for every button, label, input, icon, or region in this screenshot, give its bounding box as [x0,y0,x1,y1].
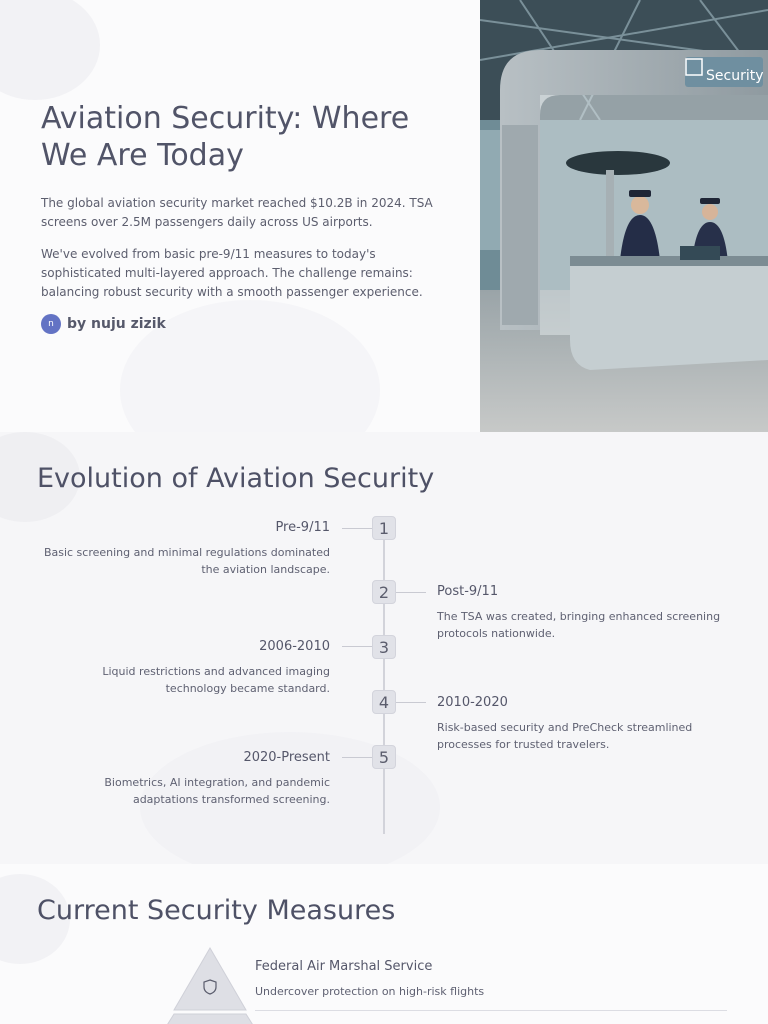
timeline-node: 2 [372,580,396,604]
event-title: Pre-9/11 [275,520,330,535]
security-sign-text: Security [706,68,764,84]
timeline-connector [396,592,426,593]
timeline-connector [396,702,426,703]
event-description: Basic screening and minimal regulations dominated the aviation landscape. [43,546,330,576]
author-byline [41,314,166,334]
timeline-event [437,694,727,753]
background-blob [0,0,100,100]
pyramid-diagram [160,944,270,1024]
timeline-node: 4 [372,690,396,714]
timeline-event [40,749,330,808]
event-title: 2020-Present [243,750,330,765]
event-description: Risk-based security and PreCheck streamlined processes for trusted travelers. [437,721,693,751]
timeline-event [40,519,330,578]
measures-slide [0,864,768,1024]
author-name: by nuju zizik [67,316,166,332]
section-title: Current Security Measures [37,895,396,926]
hero-paragraph: The global aviation security market reached $10.2B in 2024. TSA screens over 2.5M passengers daily across US airports. [41,196,433,229]
timeline-connector [342,646,372,647]
section-title: Evolution of Aviation Security [37,463,435,494]
timeline-connector [342,528,372,529]
pyramid-tier [164,1014,256,1024]
evolution-slide [0,432,768,864]
measure-title: Federal Air Marshal Service [255,959,433,974]
pyramid-tier [174,948,246,1010]
event-description: Biometrics, AI integration, and pandemic adaptations transformed screening. [104,776,330,806]
timeline-connector [342,757,372,758]
timeline-event [40,638,330,697]
avatar: n [41,314,61,334]
event-title: 2010-2020 [437,695,508,710]
timeline-axis [383,522,385,834]
event-description: The TSA was created, bringing enhanced screening protocols nationwide. [437,610,721,640]
divider [255,1010,727,1011]
event-title: 2006-2010 [259,639,330,654]
event-title: Post-9/11 [437,584,499,599]
measure-description: Undercover protection on high-risk flights [255,985,485,998]
timeline-node: 3 [372,635,396,659]
security-checkpoint-photo [480,0,768,432]
timeline-event [437,583,727,642]
hero-slide [0,0,768,432]
timeline-node: 1 [372,516,396,540]
hero-paragraph: We've evolved from basic pre-9/11 measures to today's sophisticated multi-layered approach. The challenge remains: balancing robust security with a smooth passenger experience. [41,247,423,299]
hero-title: Aviation Security: Where We Are Today [41,101,410,173]
event-description: Liquid restrictions and advanced imaging technology became standard. [102,665,330,695]
timeline-node: 5 [372,745,396,769]
